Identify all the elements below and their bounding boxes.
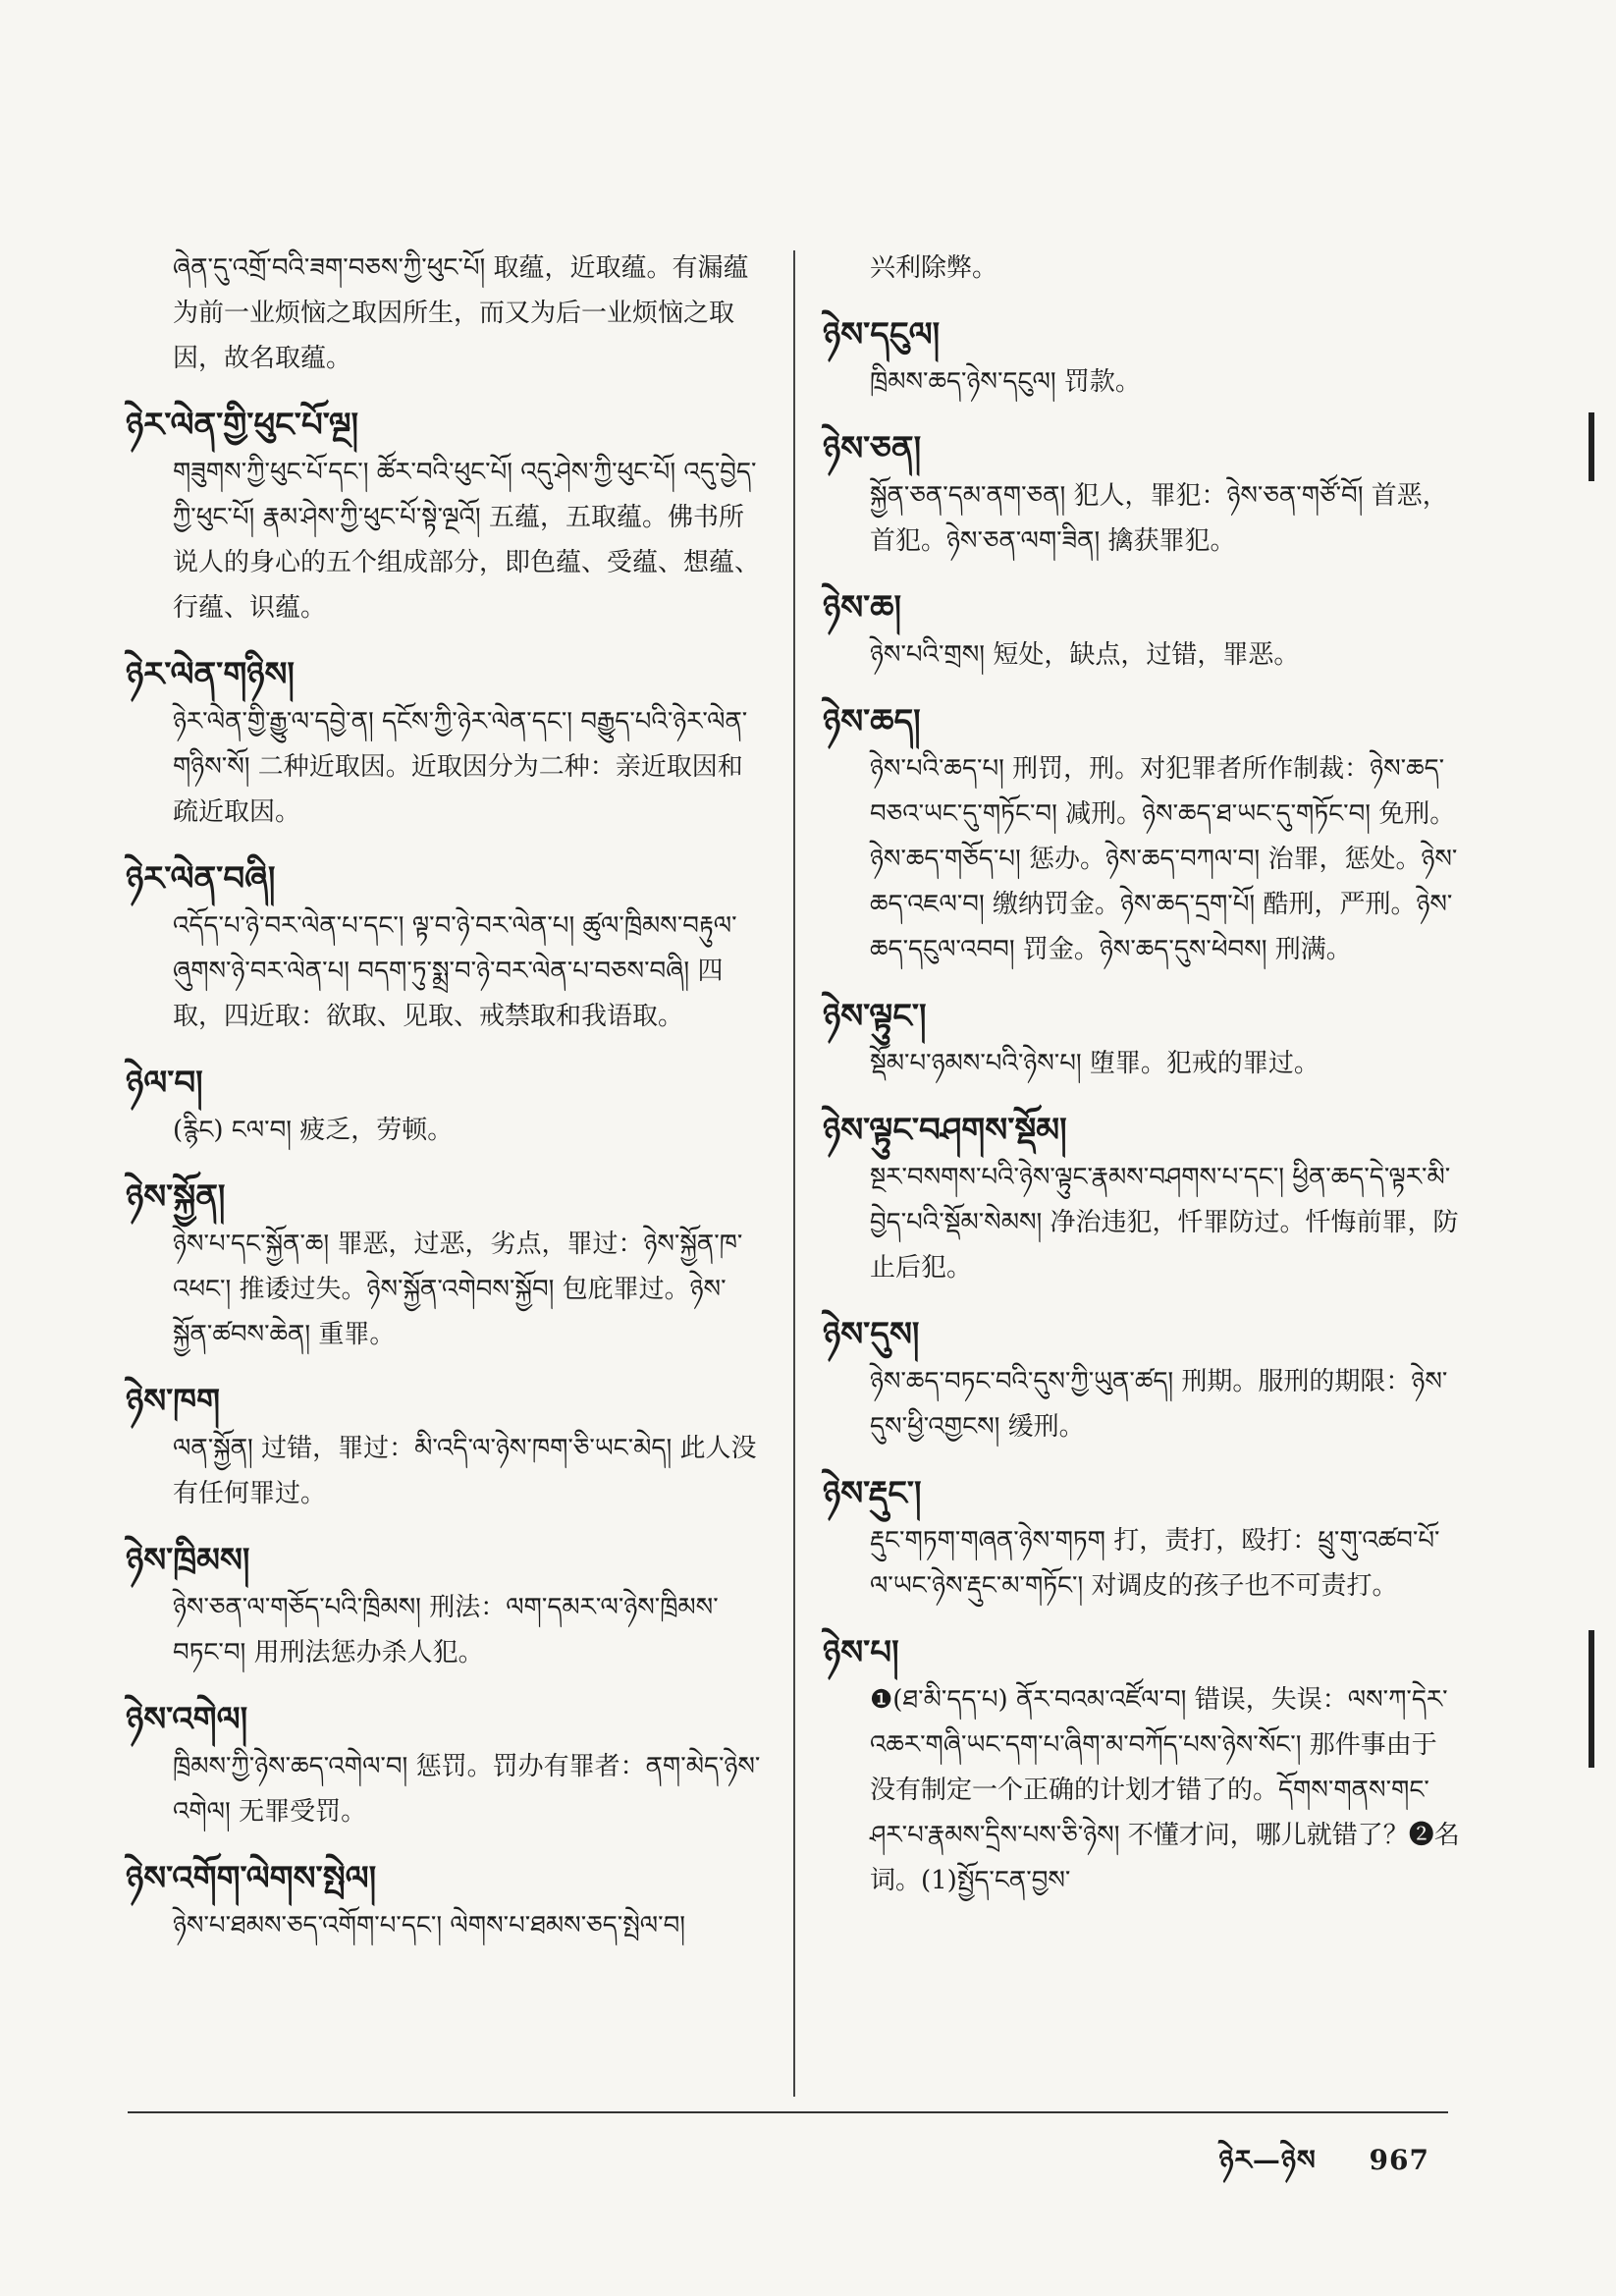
entry bbox=[823, 312, 1461, 405]
headword: ཉེས་པ། bbox=[823, 1633, 899, 1672]
definition: འདོད་པ་ཉེ་བར་ལེན་པ་དང་། ལྟ་བ་ཉེ་བར་ལེན་པ། ཚུལ་ཁྲིམས་བརྟུལ་ཞུགས་ཉེ་བར་ལེན་པ། བདག་ཏུ་སྨྲ་བ་ཉེ་བར་ལེན་པ་བཅས་བཞི། 四取，四近取：欲取、见取、戒禁取和我语取。 bbox=[173, 911, 737, 1031]
definition: (རྙིང) ངལ་བ། 疲乏，劳顿。 bbox=[173, 1116, 454, 1145]
column-divider bbox=[793, 250, 795, 2097]
definition: གཟུགས་ཀྱི་ཕུང་པོ་དང་། ཚོར་བའི་ཕུང་པོ། འདུ་ཤེས་ཀྱི་ཕུང་པོ། འདུ་བྱེད་ཀྱི་ཕུང་པོ། རྣམ་ཤེས་ཀྱི་ཕུང་པོ་སྟེ་ལྔའོ། 五蕴，五取蕴。佛书所说人的身心的五个组成部分，即色蕴、受蕴、想蕴、行蕴、识蕴。 bbox=[173, 458, 761, 623]
headword: ཉེས་འགོག་ལེགས་སྤེལ། bbox=[126, 1859, 377, 1898]
entry bbox=[823, 426, 1461, 564]
right-column bbox=[823, 246, 1461, 1925]
entry bbox=[823, 1471, 1461, 1609]
page-footer bbox=[1218, 2129, 1429, 2207]
headword: ཉེས་ཅན། bbox=[823, 429, 922, 468]
footer-rule bbox=[128, 2111, 1448, 2113]
entry bbox=[126, 652, 764, 835]
definition: རྡུང་གཏག་གཞན་ཉེས་གཏག 打，责打，殴打：ཕྲུ་གུ་འཚབ་པོ་ལ་ཡང་ཉེས་རྡུང་མ་གཏོང་། 对调皮的孩子也不可责打。 bbox=[870, 1526, 1440, 1601]
entry bbox=[823, 1630, 1461, 1903]
headword: ཉེས་འགེལ། bbox=[126, 1700, 248, 1739]
entry bbox=[126, 1856, 764, 1948]
continuation-text: ཞེན་དུ་འགྲོ་བའི་ཟག་བཅས་ཀྱི་ཕུང་པོ། 取蕴，近取蕴。有漏蕴为前一业烦恼之取因所生，而又为后一业烦恼之取因，故名取蕴。 bbox=[173, 253, 749, 373]
definition: ཉེས་པའི་ཆད་པ། 刑罚，刑。对犯罪者所作制裁：ཉེས་ཆད་བཅའ་ཡང་དུ་གཏོང་བ། 减刑。ཉེས་ཆད་ཐ་ཡང་དུ་གཏོང་བ། 免刑。ཉེས་ཆད་གཅོད་པ། 惩办。ཉེས་ཆད་བཀལ་བ། 治罪，惩处。ཉེས་ཆད་འཇལ་བ། 缴纳罚金。ཉེས་ཆད་དྲག་པོ། 酷刑，严刑。ཉེས་ཆད་དངུལ་འབབ། 罚金。ཉེས་ཆད་དུས་ཕེབས། 刑满。 bbox=[870, 754, 1458, 964]
continuation-text: 兴利除弊。 bbox=[870, 253, 998, 283]
entry bbox=[126, 1175, 764, 1357]
scan-edge-mark bbox=[1589, 1630, 1594, 1768]
definition: སྡོམ་པ་ཉམས་པའི་ཉེས་པ། 堕罪。犯戒的罪过。 bbox=[870, 1049, 1320, 1078]
headword: ཉེས་ཁྲིམས། bbox=[126, 1541, 250, 1580]
headword: ཉེལ་བ། bbox=[126, 1064, 203, 1103]
entry bbox=[126, 856, 764, 1039]
definition: ཉེས་པ་དང་སྐྱོན་ཆ། 罪恶，过恶，劣点，罪过：ཉེས་སྐྱོན་ཁ་འཕང་། 推诿过失。ཉེས་སྐྱོན་འགེབས་སྐྱོབ། 包庇罪过。ཉེས་སྐྱོན་ཚབས་ཆེན། 重罪。 bbox=[173, 1230, 743, 1349]
entry bbox=[823, 585, 1461, 678]
headword: ཉེར་ལེན་གཉིས། bbox=[126, 655, 295, 694]
guide-words: ཉེར—ཉེས bbox=[1218, 2144, 1317, 2176]
definition: ཉེས་ཅན་ལ་གཅོད་པའི་ཁྲིམས། 刑法：ལག་དམར་ལ་ཉེས་ཁྲིམས་བཏང་བ། 用刑法惩办杀人犯。 bbox=[173, 1593, 719, 1667]
definition: ཉེས་ཆད་བཏང་བའི་དུས་ཀྱི་ཡུན་ཚད། 刑期。服刑的期限：ཉེས་དུས་ཕྱི་འགྱངས། 缓刑。 bbox=[870, 1367, 1448, 1442]
left-column bbox=[126, 246, 764, 1970]
definition: ལན་སྐྱོན། 过错，罪过：མི་འདི་ལ་ཉེས་ཁག་ཅི་ཡང་མེད། 此人没有任何罪过。 bbox=[173, 1434, 757, 1508]
definition: ཁྲིམས་ཆད་ཉེས་དངུལ། 罚款。 bbox=[870, 367, 1141, 397]
headword: ཉེས་དུས། bbox=[823, 1315, 920, 1354]
headword: ཉེས་ཆད། bbox=[823, 702, 921, 741]
definition: ཉེས་པའི་གྲས། 短处，缺点，过错，罪恶。 bbox=[870, 640, 1300, 670]
page-number: 967 bbox=[1369, 2144, 1429, 2176]
headword: ཉེས་ཁག bbox=[126, 1382, 221, 1421]
headword: ཉེས་ཆ། bbox=[823, 588, 902, 628]
entry bbox=[126, 1697, 764, 1834]
entry bbox=[126, 1538, 764, 1675]
entry bbox=[126, 403, 764, 630]
definition: ཉེར་ལེན་གྱི་རྒྱུ་ལ་དབྱེ་ན། དངོས་ཀྱི་ཉེར་ལེན་དང་། བརྒྱུད་པའི་ཉེར་ལེན་གཉིས་སོ། 二种近取因。近取因分为二种：亲近取因和疏近取因。 bbox=[173, 707, 748, 827]
definition: སྐྱོན་ཅན་དམ་ནག་ཅན། 犯人，罪犯：ཉེས་ཅན་གཙོ་བོ། 首恶，首犯。ཉེས་ཅན་ལག་ཟིན། 擒获罪犯。 bbox=[870, 481, 1448, 556]
headword: ཉེས་ལྟུང་བཤགས་སྡོམ། bbox=[823, 1111, 1067, 1150]
entry bbox=[823, 1108, 1461, 1290]
definition: ཁྲིམས་ཀྱི་ཉེས་ཆད་འགེལ་བ། 惩罚。罚办有罪者：ནག་མེད་ཉེས་འགེལ། 无罪受罚。 bbox=[173, 1752, 761, 1827]
entry bbox=[823, 1312, 1461, 1449]
entry bbox=[126, 1061, 764, 1153]
headword: ཉེས་དངུལ། bbox=[823, 315, 941, 355]
entry bbox=[126, 1379, 764, 1516]
entry bbox=[823, 994, 1461, 1086]
headword: ཉེས་སྐྱོན། bbox=[126, 1177, 226, 1217]
definition: སྔར་བསགས་པའི་ཉེས་ལྟུང་རྣམས་བཤགས་པ་དང་། ཕྱིན་ཆད་དེ་ལྟར་མི་བྱེད་པའི་སྡོམ་སེམས། 净治违犯，忏罪防过。忏悔前罪，防止后犯。 bbox=[870, 1163, 1459, 1283]
headword: ཉེས་རྡུང་། bbox=[823, 1474, 922, 1513]
headword: ཉེས་ལྟུང་། bbox=[823, 997, 927, 1036]
entry bbox=[823, 699, 1461, 972]
definition: ❶(ཐ་མི་དད་པ) ནོར་བའམ་འཛོལ་བ། 错误，失误：ལས་ཀ་དེར་འཆར་གཞི་ཡང་དག་པ་ཞིག་མ་བཀོད་པས་ཉེས་སོང་། 那件事由于没有制定一个正确的计划才错了的。དོགས་གནས་གང་ཤར་པ་རྣམས་དྲིས་པས་ཅི་ཉེས། 不懂才问，哪儿就错了？❷名词。(1)སྤྱོད་ངན་བྱས་ bbox=[870, 1685, 1460, 1895]
headword: ཉེར་ལེན་བཞི། bbox=[126, 859, 276, 899]
definition: ཉེས་པ་ཐམས་ཅད་འགོག་པ་དང་། ལེགས་པ་ཐམས་ཅད་སྤེལ་བ། bbox=[173, 1911, 686, 1941]
headword: ཉེར་ལེན་གྱི་ཕུང་པོ་ལྔ། bbox=[126, 406, 359, 445]
scan-edge-mark bbox=[1589, 412, 1594, 481]
